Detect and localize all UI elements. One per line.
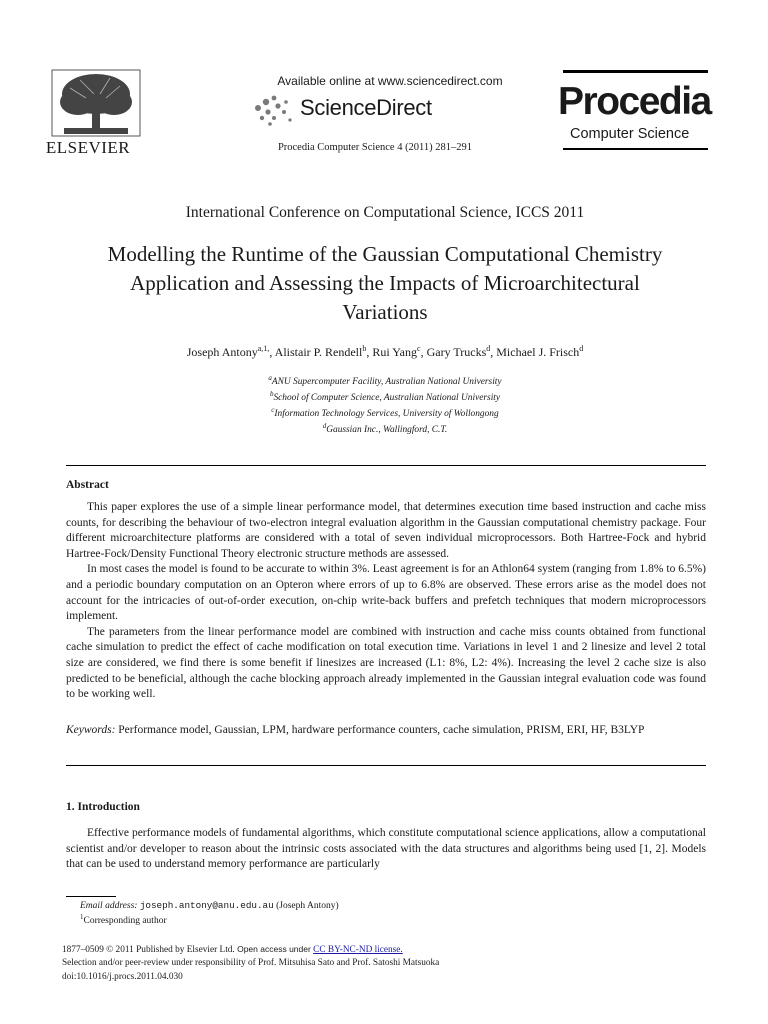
affiliation-list [160, 372, 610, 437]
copyright-line: 1877–0509 © 2011 Published by Elsevier Ltd. Open access under CC BY-NC-ND license. [62, 944, 403, 955]
license-link[interactable]: CC BY-NC-ND license. [313, 945, 403, 955]
author: Rui Yang$^c$, [372, 344, 427, 359]
journal-citation: Procedia Computer Science 4 (2011) 281–291 [277, 142, 473, 153]
affiliation: $^d$Gaussian Inc., Wallingford, C.T. [322, 422, 448, 436]
keywords-label: Keywords: [66, 724, 116, 736]
abstract-heading: Abstract [66, 479, 109, 491]
abstract-top-rule [66, 465, 706, 466]
email-label: Email address: [80, 901, 138, 911]
abstract-paragraph: The parameters from the linear performance model are combined with instruction and cache miss counts obtained from functional cache simulation to predict the effect of cache modification on total execution time. Variations in level 1 and 2 linesize and level 2 total size are considered, we find there is some benefit if linesizes are increased (L1: 8%, L2: 4%). Increasing the level 2 cache size is also predicted to be beneficial, although the cache blocking approach already implemented in the Gaussian integral evaluation code was found to be working well. [66, 625, 706, 701]
abstract-body [66, 500, 706, 703]
affiliation: $^c$Information Technology Services, University of Wollongong [271, 406, 499, 420]
email-owner: (Joseph Antony) [276, 901, 339, 911]
affiliation: $^a$ANU Supercomputer Facility, Australian National University [268, 374, 502, 388]
footnote-rule [66, 896, 116, 897]
introduction-paragraph: Effective performance models of fundamental algorithms, which constitute computational science applications, allow a computational scientist and/or developer to reason about the intrinsic costs associated with the data structures and algorithms being used [1, 2]. Models that can be used to understand memory performance are particularly [66, 827, 706, 871]
footnote-email [80, 900, 339, 911]
author: Alistair P. Rendell$^b$, [274, 344, 373, 359]
procedia-bottom-rule [563, 148, 708, 150]
paper-title [50, 240, 720, 327]
affiliation: $^b$School of Computer Science, Australian National University [269, 390, 501, 404]
email-address[interactable]: joseph.antony@anu.edu.au [139, 900, 274, 911]
abstract-bottom-rule [66, 765, 706, 766]
author: Gary Trucks$^d$, [426, 344, 497, 359]
section-heading-introduction: 1. Introduction [66, 801, 140, 813]
keywords [66, 722, 706, 738]
author: Joseph Antony$^{a,1,}$, [186, 344, 275, 359]
procedia-wordmark: Procedia [558, 80, 711, 123]
available-online-note[interactable]: Available online at www.sciencedirect.com [277, 74, 503, 88]
author: Michael J. Frisch$^d$ [496, 344, 584, 359]
doi-line[interactable]: doi:10.1016/j.procs.2011.04.030 [62, 972, 183, 982]
title-line: Application and Assessing the Impacts of Microarchitectural [130, 271, 640, 295]
peer-review-note: Selection and/or peer-review under responsibility of Prof. Mitsuhisa Sato and Prof. Satoshi Matsuoka [62, 958, 440, 968]
elsevier-wordmark: ELSEVIER [45, 138, 131, 157]
conference-name: International Conference on Computational Science, ICCS 2011 [185, 204, 585, 221]
title-line: Modelling the Runtime of the Gaussian Computational Chemistry [107, 242, 663, 266]
title-line: Variations [342, 300, 428, 324]
footnote-corresponding: $^1$Corresponding author [80, 913, 167, 927]
procedia-subtitle: Computer Science [570, 126, 690, 142]
abstract-paragraph: This paper explores the use of a simple linear performance model, that determines execution time based instruction and cache miss counts, for describing the behaviour of two-electron integral evaluation algorithm in the Gaussian computational chemistry package. Four different microarchitecture platforms are considered with a total of seven individual microprocessors. Both Hartree-Fock and hybrid Hartree-Fock/Density Functional Theory electronic structure methods are assessed. [66, 501, 706, 560]
keywords-text: Performance model, Gaussian, LPM, hardware performance counters, cache simulation, PRISM, ERI, HF, B3LYP [118, 724, 645, 736]
abstract-paragraph: In most cases the model is found to be accurate to within 3%. Least agreement is for an Athlon64 system (ranging from 1.8% to 6.5%) and a periodic boundary computation on an Opteron where errors of up to 6.8% are observed. These errors arise as the model does not account for the intricacies of out-of-order execution, on-chip write-back buffers and prefetch techniques that modern microprocessors implement. [66, 563, 706, 623]
procedia-top-rule [563, 70, 708, 73]
author-list [60, 344, 710, 360]
sciencedirect-wordmark: ScienceDirect [300, 95, 432, 120]
